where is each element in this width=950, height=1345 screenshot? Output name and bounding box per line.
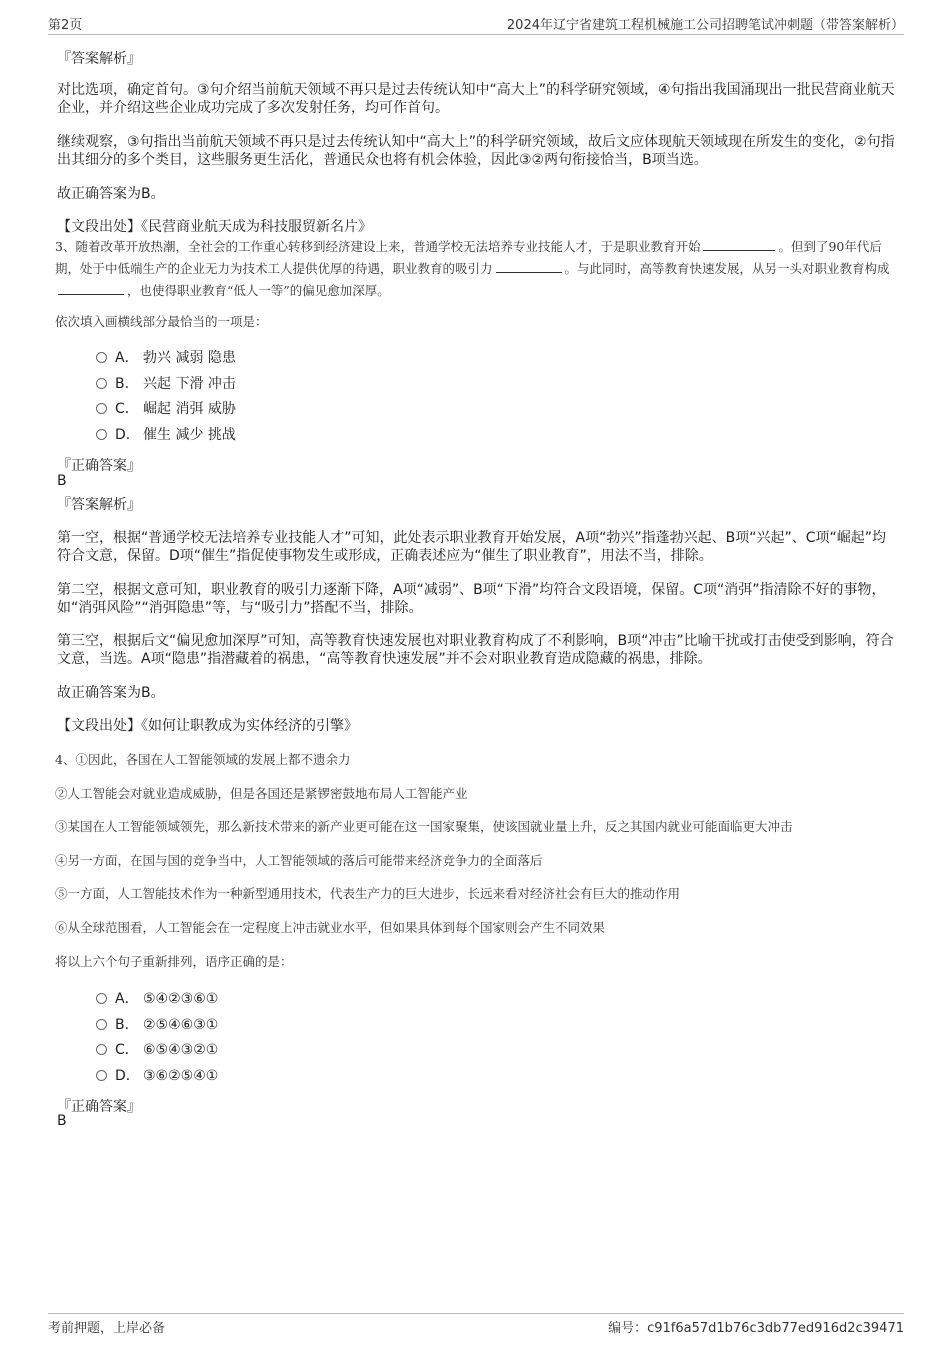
- q3-source: 【文段出处】《如何让职教成为实体经济的引擎》: [57, 718, 358, 734]
- q4-option-d[interactable]: D． ③⑥②⑤④①: [96, 1067, 218, 1085]
- q2-source: 【文段出处】《民营商业航天成为科技服贸新名片》: [57, 219, 372, 235]
- document-code: 编号：c91f6a57d1b76c3db77ed916d2c39471: [608, 1321, 904, 1336]
- document-title: 2024年辽宁省建筑工程机械施工公司招聘笔试冲刺题（带答案解析）: [506, 18, 904, 33]
- radio-icon[interactable]: [96, 1044, 107, 1055]
- radio-icon[interactable]: [96, 1019, 107, 1030]
- q4-sentence-6: ⑥从全球范围看，人工智能会在一定程度上冲击就业水平，但如果具体到每个国家则会产生不同效果: [55, 920, 606, 935]
- q4-option-b[interactable]: B． ②⑤④⑥③①: [96, 1016, 218, 1034]
- page-header: [48, 12, 904, 35]
- q4-sentence-1: 4、①因此，各国在人工智能领域的发展上都不遗余力: [55, 752, 351, 767]
- radio-icon[interactable]: [96, 993, 107, 1004]
- q4-answer: B: [57, 1113, 67, 1129]
- q3-analysis-para3: 第三空，根据后文“偏见愈加深厚”可知，高等教育快速发展也对职业教育构成了不利影响，B项“冲击”比喻干扰或打击使受到影响，符合文意，当选。A项“隐患”指潜藏着的祸患，“高等教育快速发展”并不会对职业教育造成隐藏的祸患，排除。: [57, 633, 894, 667]
- q2-analysis-para1: 对比选项，确定首句。③句介绍当前航天领域不再只是过去传统认知中“高大上”的科学研究领域，④句指出我国涌现出一批民营商业航天企业，并介绍这些企业成功完成了多次发射任务，均可作首句。: [57, 82, 895, 116]
- q3-option-c[interactable]: C． 崛起 消弭 威胁: [96, 400, 236, 418]
- radio-icon[interactable]: [96, 1070, 107, 1081]
- q3-stem-part3: 。与此同时，高等教育快速发展，从另一头对职业教育构成: [564, 261, 890, 276]
- q3-blank-2: [496, 262, 562, 273]
- q2-conclusion: 故正确答案为B。: [57, 186, 165, 202]
- q3-option-a[interactable]: A． 勃兴 减弱 隐患: [96, 349, 236, 367]
- radio-icon[interactable]: [96, 352, 107, 363]
- q3-option-d[interactable]: D． 催生 减少 挑战: [96, 426, 236, 444]
- q3-blank-1: [703, 240, 775, 251]
- q2-analysis-para2: 继续观察，③句指出当前航天领域不再只是过去传统认知中“高大上”的科学研究领域，故后文应体现航天领域现在所发生的变化，②句指出其细分的多个类目，这些服务更生活化，普通民众也将有机会体验，因此③②两句衔接恰当，B项当选。: [57, 134, 895, 168]
- q4-prompt: 将以上六个句子重新排列，语序正确的是：: [55, 954, 293, 969]
- q3-stem: [55, 236, 900, 302]
- footer-slogan: 考前押题，上岸必备: [48, 1321, 166, 1336]
- q3-analysis-label: 『答案解析』: [57, 497, 141, 513]
- q3-prompt: 依次填入画横线部分最恰当的一项是：: [55, 314, 268, 329]
- q4-option-a[interactable]: A． ⑤④②③⑥①: [96, 990, 218, 1008]
- q2-analysis-label: 『答案解析』: [57, 51, 141, 67]
- radio-icon[interactable]: [96, 403, 107, 414]
- radio-icon[interactable]: [96, 378, 107, 389]
- page-footer: [48, 1313, 904, 1336]
- q3-stem-part1: 3、随着改革开放热潮，全社会的工作重心转移到经济建设上来，普通学校无法培养专业技能人才，于是职业教育开始: [55, 239, 701, 254]
- radio-icon[interactable]: [96, 429, 107, 440]
- q3-answer: B: [57, 473, 67, 489]
- q3-analysis-para2: 第二空，根据文意可知，职业教育的吸引力逐渐下降，A项“减弱”、B项“下滑”均符合文段语境，保留。C项“消弭”指清除不好的事物，如“消弭风险”“消弭隐患”等，与“吸引力”搭配不当，排除。: [57, 582, 886, 616]
- page-number: 第2页: [48, 18, 83, 33]
- q3-blank-3: [58, 284, 124, 295]
- q3-stem-part2: 。但到了90年代后期，处于中低端生产的企业无力为技术工人提供优厚的待遇，职业教育的吸引力: [55, 239, 882, 276]
- q3-option-b[interactable]: B． 兴起 下滑 冲击: [96, 375, 236, 393]
- q4-sentence-5: ⑤一方面，人工智能技术作为一种新型通用技术，代表生产力的巨大进步，长远来看对经济社会有巨大的推动作用: [55, 886, 681, 901]
- q3-conclusion: 故正确答案为B。: [57, 685, 165, 701]
- q3-analysis-para1: 第一空，根据“普通学校无法培养专业技能人才”可知，此处表示职业教育开始发展，A项“勃兴”指蓬勃兴起、B项“兴起”、C项“崛起”均符合文意，保留。D项“催生”指促使事物发生或形成，正确表述应为“催生了职业教育”，用法不当，排除。: [57, 530, 886, 564]
- q3-stem-part4: ，也使得职业教育“低人一等”的偏见愈加深厚。: [127, 283, 390, 298]
- q4-sentence-3: ③某国在人工智能领域领先，那么新技术带来的新产业更可能在这一国家聚集，使该国就业量上升，反之其国内就业可能面临更大冲击: [55, 819, 793, 834]
- q3-answer-label: 『正确答案』: [57, 458, 141, 474]
- q4-sentence-4: ④另一方面，在国与国的竞争当中，人工智能领域的落后可能带来经济竞争力的全面落后: [55, 853, 543, 868]
- q4-sentence-2: ②人工智能会对就业造成威胁，但是各国还是紧锣密鼓地布局人工智能产业: [55, 786, 468, 801]
- q4-answer-label: 『正确答案』: [57, 1099, 141, 1115]
- q4-option-c[interactable]: C． ⑥⑤④③②①: [96, 1041, 218, 1059]
